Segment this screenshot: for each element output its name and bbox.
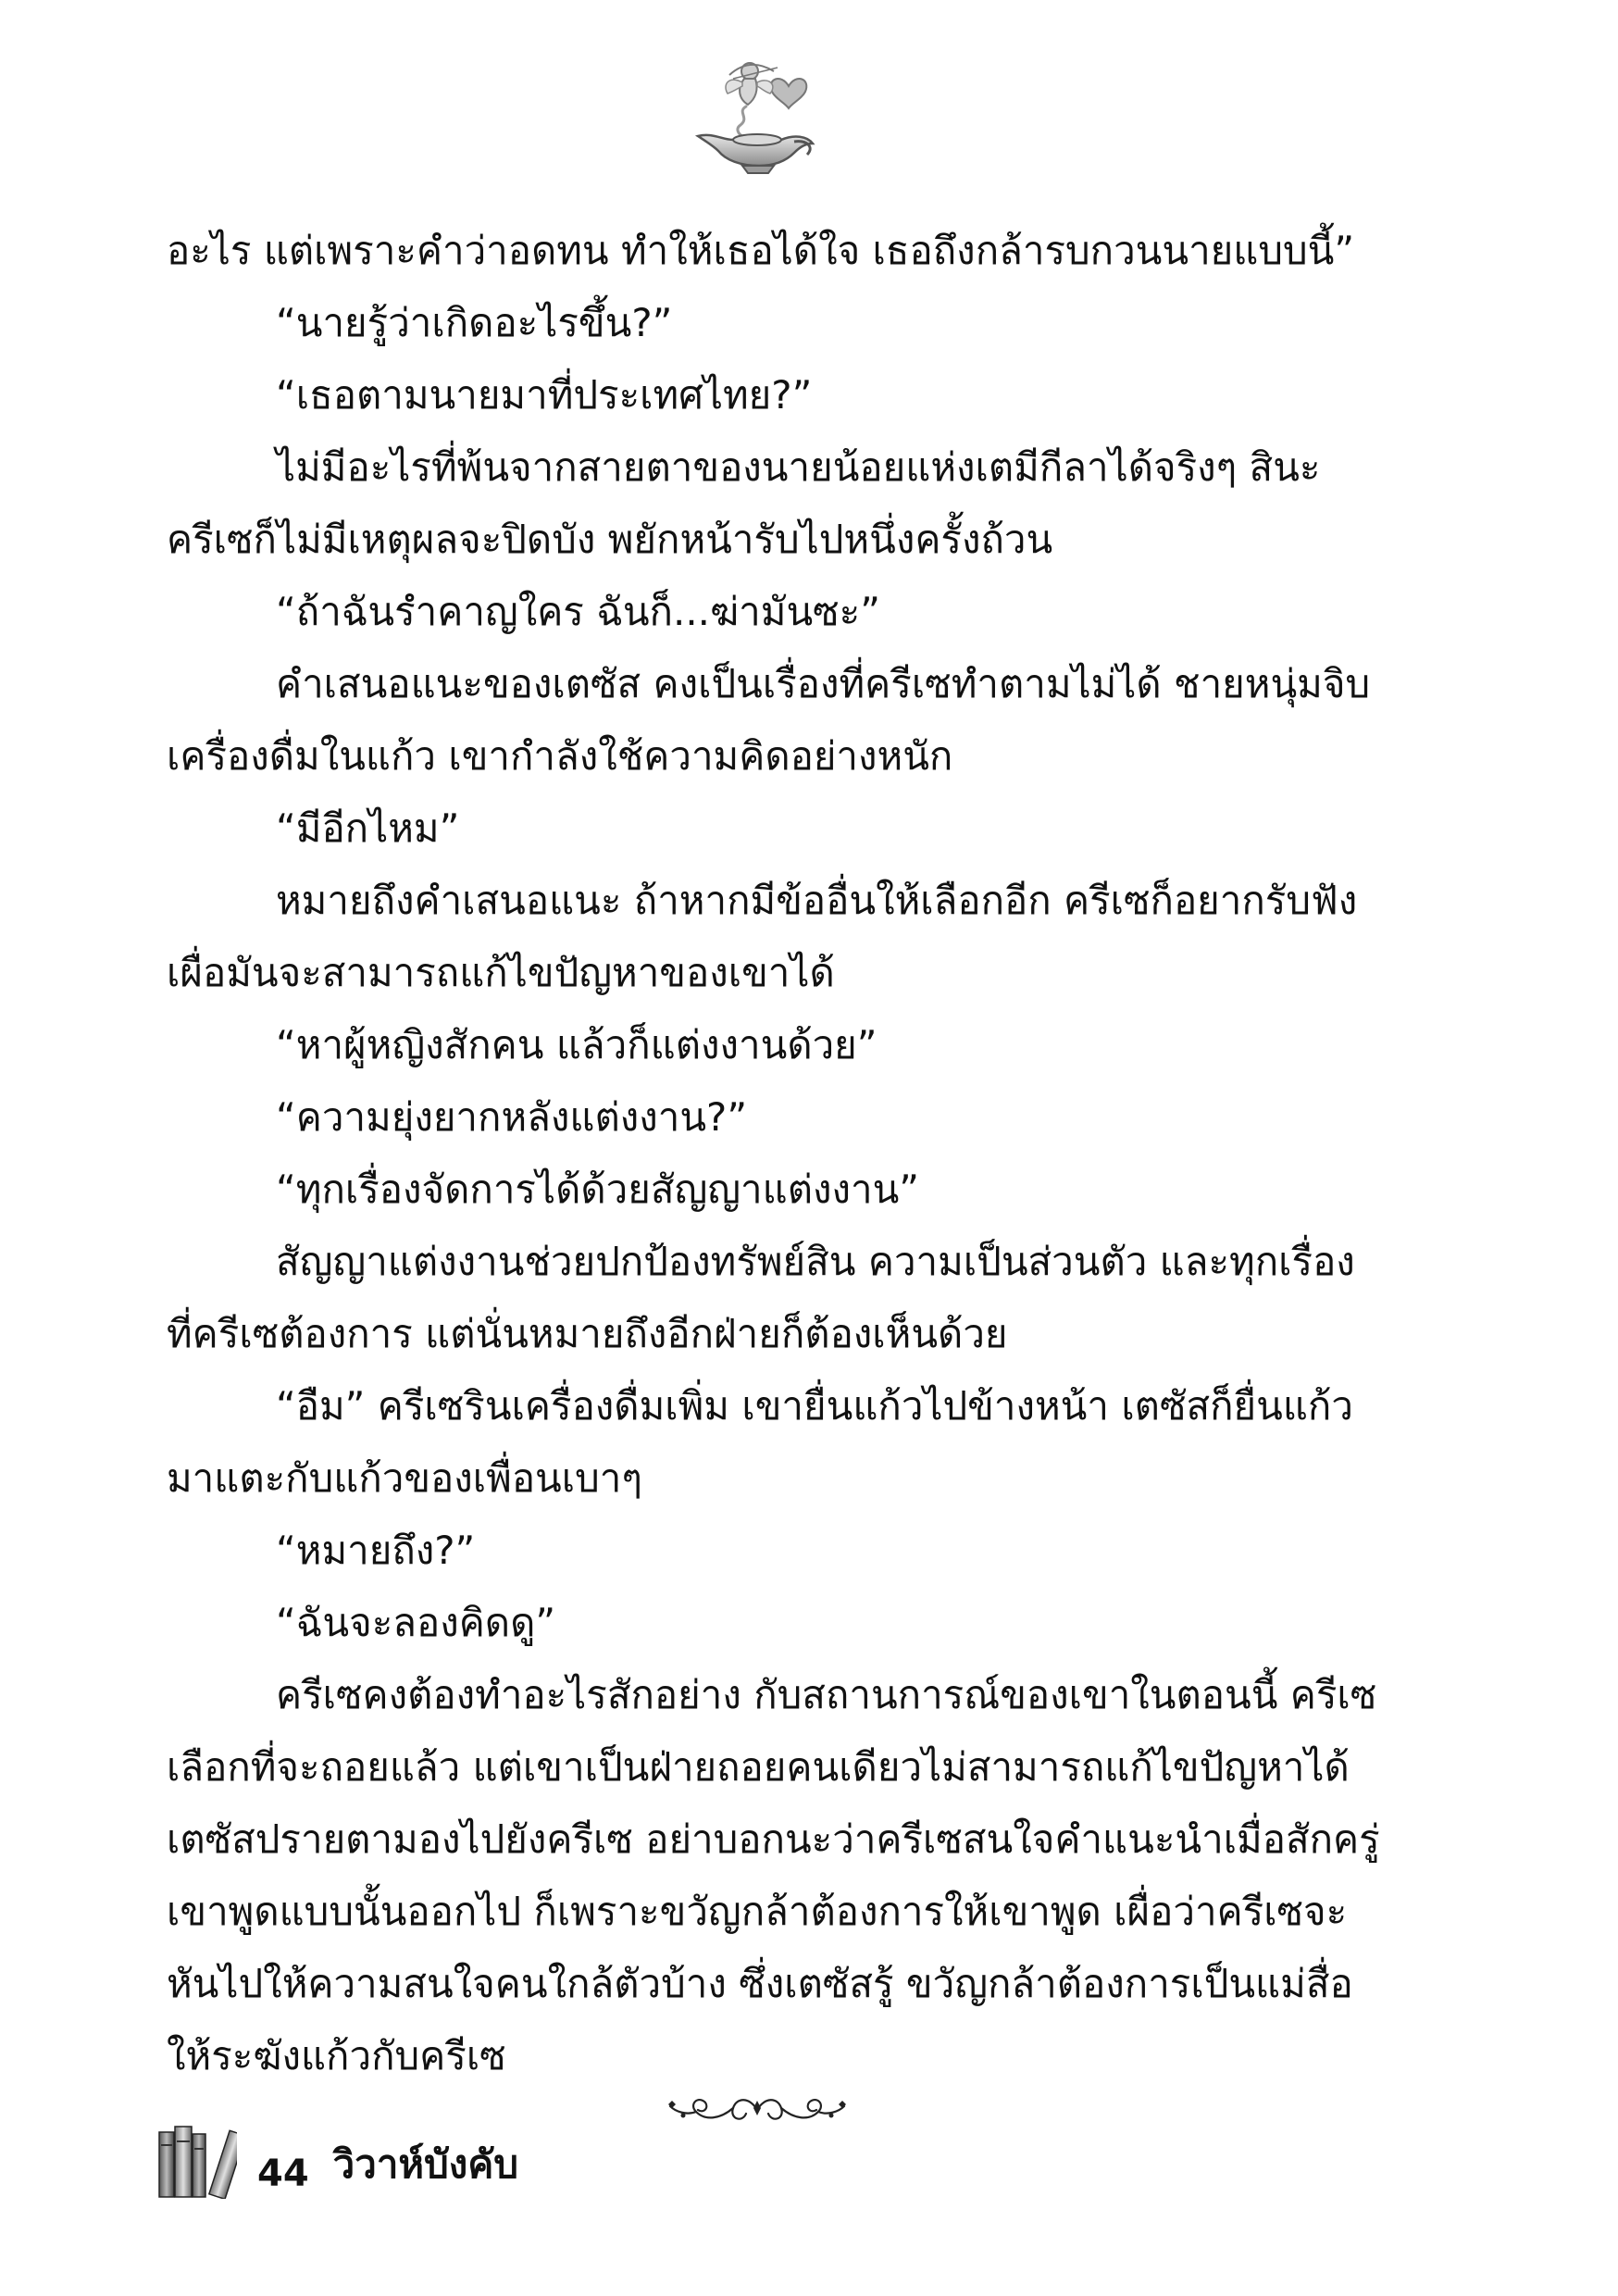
text-line: เลือกที่จะถอยแล้ว แต่เขาเป็นฝ่ายถอยคนเดียวไม่สามารถแก้ไขปัญหาได้ <box>167 1744 1350 1790</box>
text-line: “มีอีกไหม” <box>276 805 460 851</box>
text-line: อะไร แต่เพราะคำว่าอดทน ทำให้เธอได้ใจ เธอถึงกล้ารบกวนนายแบบนี้” <box>167 228 1355 273</box>
text-line: “อืม” ครีเซรินเครื่องดื่มเพิ่ม เขายื่นแก้วไปข้างหน้า เตซัสก็ยื่นแก้ว <box>276 1383 1353 1429</box>
text-line: “ถ้าฉันรำคาญใคร ฉันก็...ฆ่ามันซะ” <box>276 589 880 634</box>
magic-lamp-with-cupid-icon <box>685 51 824 176</box>
text-line: เขาพูดแบบนั้นออกไป ก็เพราะขวัญกล้าต้องการให้เขาพูด เผื่อว่าครีเซจะ <box>167 1889 1348 1934</box>
book-title: วิวาห์บังคับ <box>332 2141 519 2187</box>
page-body-text <box>167 215 1380 2092</box>
text-line: เครื่องดื่มในแก้ว เขากำลังใช้ความคิดอย่างหนัก <box>167 733 953 779</box>
page-number: 44 <box>257 2152 309 2195</box>
page-footer <box>157 2106 518 2199</box>
text-line: “เธอตามนายมาที่ประเทศไทย?” <box>276 372 813 418</box>
text-line: หมายถึงคำเสนอแนะ ถ้าหากมีข้ออื่นให้เลือกอีก ครีเซก็อยากรับฟัง <box>276 878 1358 923</box>
flourish-divider-icon <box>665 2088 850 2132</box>
text-line: หันไปให้ความสนใจคนใกล้ตัวบ้าง ซึ่งเตซัสรู้ ขวัญกล้าต้องการเป็นแม่สื่อ <box>167 1961 1353 2006</box>
text-line: “ฉันจะลองคิดดู” <box>276 1600 556 1645</box>
text-line: ครีเซก็ไม่มีเหตุผลจะปิดบัง พยักหน้ารับไปหนึ่งครั้งถ้วน <box>167 517 1053 562</box>
books-icon <box>157 2121 237 2199</box>
text-line: “ทุกเรื่องจัดการได้ด้วยสัญญาแต่งงาน” <box>276 1167 920 1212</box>
text-line: “หาผู้หญิงสักคน แล้วก็แต่งงานด้วย” <box>276 1022 877 1067</box>
text-line: “นายรู้ว่าเกิดอะไรขึ้น?” <box>276 300 673 345</box>
text-line: ครีเซคงต้องทำอะไรสักอย่าง กับสถานการณ์ของเขาในตอนนี้ ครีเซ <box>276 1672 1377 1717</box>
text-line: ที่ครีเซต้องการ แต่นั่นหมายถึงอีกฝ่ายก็ต้องเห็นด้วย <box>167 1311 1008 1356</box>
text-line: คำเสนอแนะของเตซัส คงเป็นเรื่องที่ครีเซทำตามไม่ได้ ชายหนุ่มจิบ <box>276 661 1371 706</box>
text-line: ไม่มีอะไรที่พ้นจากสายตาของนายน้อยแห่งเตมีกีลาได้จริงๆ สินะ <box>276 444 1321 490</box>
text-line: มาแตะกับแก้วของเพื่อนเบาๆ <box>167 1455 642 1501</box>
text-line: ให้ระฆังแก้วกับครีเซ <box>167 2033 506 2078</box>
text-line: สัญญาแต่งงานช่วยปกป้องทรัพย์สิน ความเป็นส่วนตัว และทุกเรื่อง <box>276 1239 1355 1284</box>
text-line: เผื่อมันจะสามารถแก้ไขปัญหาของเขาได้ <box>167 950 835 995</box>
text-line: เตซัสปรายตามองไปยังครีเซ อย่าบอกนะว่าครีเซสนใจคำแนะนำเมื่อสักครู่ <box>167 1816 1380 1862</box>
text-line: “ความยุ่งยากหลังแต่งงาน?” <box>276 1094 748 1140</box>
text-line: “หมายถึง?” <box>276 1528 476 1573</box>
